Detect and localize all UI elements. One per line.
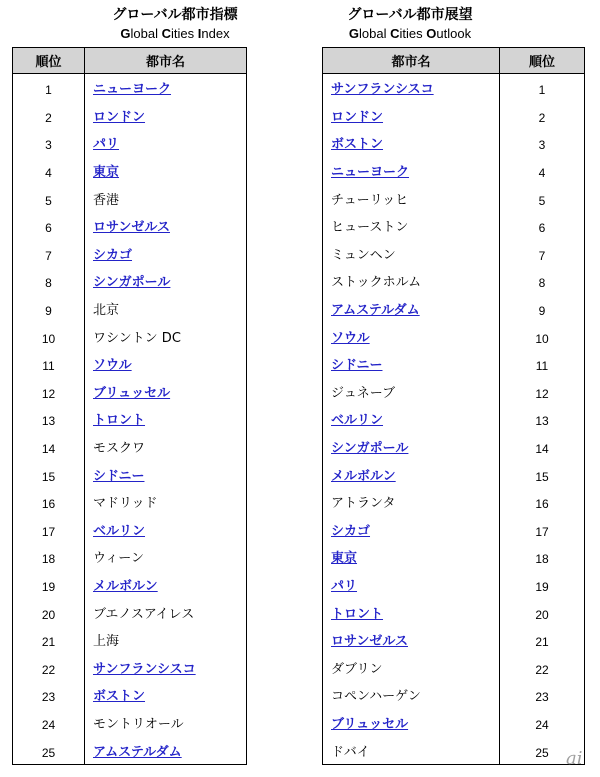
ai-logo-watermark: ai <box>566 748 583 769</box>
table-row <box>323 129 584 157</box>
table-row <box>13 626 246 654</box>
table-row <box>323 212 584 240</box>
city-cell <box>85 267 246 295</box>
city-cell <box>85 322 246 350</box>
city-name: トロント <box>331 606 384 622</box>
rank-cell: 1 <box>13 74 85 102</box>
city-name: 香港 <box>93 192 120 208</box>
city-cell <box>85 350 246 378</box>
city-name: ロンドン <box>331 109 384 125</box>
rank-header: 順位 <box>528 55 555 70</box>
rank-cell: 12 <box>535 386 549 401</box>
table-row <box>13 405 246 433</box>
rank-cell: 22 <box>535 662 549 677</box>
table-row <box>323 598 584 626</box>
rank-cell: 4 <box>538 166 546 181</box>
city-cell <box>323 350 500 378</box>
rank-cell: 9 <box>538 304 546 319</box>
left-table-title: グローバル都市指標 <box>112 7 238 23</box>
city-name: シカゴ <box>331 523 371 539</box>
city-name: アムステルダム <box>93 744 182 760</box>
city-name: ヒューストン <box>331 220 409 236</box>
table-body <box>323 74 584 764</box>
city-name: シンガポール <box>93 275 171 291</box>
city-cell <box>85 157 246 185</box>
subtitle-part: O <box>426 26 437 41</box>
city-name: ミュンヘン <box>331 247 396 263</box>
table-row <box>13 488 246 516</box>
table-row <box>323 74 584 102</box>
city-cell <box>323 267 500 295</box>
city-cell <box>323 571 500 599</box>
table-row <box>13 460 246 488</box>
rank-cell: 18 <box>535 552 549 567</box>
city-cell <box>323 102 500 130</box>
city-cell <box>323 709 500 737</box>
global-cities-outlook-heading <box>325 5 495 43</box>
rank-cell: 23 <box>13 681 85 709</box>
table-row <box>323 322 584 350</box>
table-row <box>13 295 246 323</box>
city-name: ボストン <box>331 137 384 153</box>
subtitle-part: ndex <box>201 26 230 41</box>
rank-cell: 17 <box>13 516 85 544</box>
city-name: ニューヨーク <box>93 82 172 98</box>
city-name: ブエノスアイレス <box>93 606 195 622</box>
city-name: アムステルダム <box>331 303 420 319</box>
table-row <box>13 709 246 737</box>
city-name: ニューヨーク <box>331 165 410 181</box>
table-row <box>323 240 584 268</box>
rank-cell: 20 <box>13 598 85 626</box>
subtitle-part: ities <box>399 26 427 41</box>
rank-cell: 3 <box>538 138 546 153</box>
rank-cell: 13 <box>535 414 549 429</box>
rank-cell: 16 <box>13 488 85 516</box>
city-cell <box>323 653 500 681</box>
city-name: アトランタ <box>331 496 396 512</box>
city-cell <box>85 460 246 488</box>
city-cell <box>85 736 246 764</box>
city-name: ロサンゼルス <box>93 220 170 236</box>
table-row <box>13 240 246 268</box>
rank-cell: 6 <box>538 221 546 236</box>
city-cell <box>85 626 246 654</box>
rank-cell: 24 <box>535 717 549 732</box>
city-name: 上海 <box>93 634 120 650</box>
subtitle-part: utlook <box>436 26 472 41</box>
table-row <box>323 350 584 378</box>
rank-cell: 15 <box>535 469 549 484</box>
city-name: シドニー <box>331 358 383 374</box>
table-row <box>13 681 246 709</box>
city-header: 都市名 <box>145 55 185 70</box>
rank-cell: 22 <box>13 653 85 681</box>
city-name: ソウル <box>331 330 370 346</box>
table-row <box>323 405 584 433</box>
city-cell <box>323 460 500 488</box>
city-name: ボストン <box>93 689 146 705</box>
city-cell <box>323 240 500 268</box>
table-body <box>13 74 246 764</box>
city-cell <box>323 212 500 240</box>
table-row <box>323 543 584 571</box>
table-row <box>323 516 584 544</box>
rank-cell: 8 <box>13 267 85 295</box>
city-cell <box>85 378 246 406</box>
subtitle-part: C <box>390 26 400 41</box>
rank-cell: 17 <box>535 524 549 539</box>
table-row <box>13 129 246 157</box>
rank-cell: 18 <box>13 543 85 571</box>
city-cell <box>323 405 500 433</box>
city-name: ベルリン <box>93 523 146 539</box>
city-name: ベルリン <box>331 413 384 429</box>
rank-cell: 16 <box>535 497 549 512</box>
rank-cell: 10 <box>535 331 549 346</box>
rank-cell: 19 <box>13 571 85 599</box>
table-row <box>13 378 246 406</box>
table-row <box>13 350 246 378</box>
table-row <box>323 267 584 295</box>
city-name: パリ <box>331 578 358 594</box>
global-cities-index-table <box>12 47 247 765</box>
table-row <box>13 516 246 544</box>
city-name: サンフランシスコ <box>331 82 434 98</box>
rank-cell: 3 <box>13 129 85 157</box>
subtitle-part: lobal <box>359 26 391 41</box>
table-row <box>13 74 246 102</box>
city-name: ロンドン <box>93 109 146 125</box>
rank-header: 順位 <box>13 48 85 73</box>
city-name: ワシントン DC <box>93 330 181 346</box>
rank-cell: 23 <box>535 690 549 705</box>
city-cell <box>323 322 500 350</box>
city-name: ブリュッセル <box>93 385 171 401</box>
table-row <box>13 736 246 764</box>
table-row <box>323 184 584 212</box>
city-name: ブリュッセル <box>331 716 409 732</box>
rank-cell: 19 <box>535 579 549 594</box>
city-header: 都市名 <box>323 48 500 73</box>
city-cell <box>85 295 246 323</box>
table-row <box>323 653 584 681</box>
rank-cell: 20 <box>535 607 549 622</box>
city-name: ソウル <box>93 358 132 374</box>
table-row <box>13 267 246 295</box>
rank-cell: 5 <box>13 184 85 212</box>
table-row <box>323 102 584 130</box>
rank-cell: 21 <box>535 635 549 650</box>
city-name: サンフランシスコ <box>93 661 196 677</box>
table-row <box>323 460 584 488</box>
city-cell <box>323 129 500 157</box>
city-name: ウィーン <box>93 551 144 567</box>
city-name: メルボルン <box>93 578 158 594</box>
rank-cell: 7 <box>13 240 85 268</box>
city-name: 東京 <box>93 165 120 181</box>
rank-cell: 4 <box>13 157 85 185</box>
city-cell <box>323 681 500 709</box>
city-name: ストックホルム <box>331 275 422 291</box>
table-row <box>323 488 584 516</box>
subtitle-part: lobal <box>130 26 162 41</box>
right-table-subtitle <box>325 25 495 43</box>
city-name: ロサンゼルス <box>331 634 408 650</box>
city-name: モントリオール <box>93 716 184 732</box>
city-cell <box>323 736 500 764</box>
rank-cell: 2 <box>13 102 85 130</box>
table-row <box>323 157 584 185</box>
city-name: 北京 <box>93 303 120 319</box>
rank-cell: 12 <box>13 378 85 406</box>
city-name: シカゴ <box>93 247 133 263</box>
city-cell <box>85 571 246 599</box>
table-row <box>13 598 246 626</box>
subtitle-part: ities <box>171 26 198 41</box>
subtitle-part: I <box>197 26 202 41</box>
table-row <box>323 433 584 461</box>
table-row <box>13 653 246 681</box>
rank-cell: 14 <box>535 442 549 457</box>
table-row <box>13 322 246 350</box>
rank-cell: 9 <box>13 295 85 323</box>
rank-cell: 7 <box>538 248 546 263</box>
city-cell <box>323 157 500 185</box>
city-cell <box>85 681 246 709</box>
rank-cell: 6 <box>13 212 85 240</box>
table-row <box>323 295 584 323</box>
table-row <box>13 571 246 599</box>
table-row <box>323 571 584 599</box>
table-row <box>13 543 246 571</box>
rank-cell: 25 <box>535 745 549 760</box>
rank-cell: 15 <box>13 460 85 488</box>
city-name: 東京 <box>331 551 358 567</box>
table-row <box>323 736 584 764</box>
city-cell <box>85 598 246 626</box>
city-cell <box>323 598 500 626</box>
city-cell <box>85 129 246 157</box>
city-name: ジュネーブ <box>331 385 396 401</box>
rank-cell: 1 <box>538 83 546 98</box>
table-row <box>13 433 246 461</box>
subtitle-part: C <box>161 26 172 41</box>
rank-cell: 5 <box>538 193 546 208</box>
subtitle-part: G <box>348 26 360 41</box>
city-cell <box>85 653 246 681</box>
global-cities-outlook-table <box>322 47 585 765</box>
rank-cell: 24 <box>13 709 85 737</box>
city-name: シドニー <box>93 468 145 484</box>
city-name: コペンハーゲン <box>331 689 421 705</box>
rank-cell: 10 <box>13 322 85 350</box>
table-row <box>13 102 246 130</box>
table-row <box>323 681 584 709</box>
table-row <box>323 378 584 406</box>
city-name: ドバイ <box>331 744 370 760</box>
city-cell <box>85 543 246 571</box>
rank-cell: 13 <box>13 405 85 433</box>
city-cell <box>85 240 246 268</box>
city-cell <box>85 212 246 240</box>
city-cell <box>323 516 500 544</box>
city-cell <box>85 184 246 212</box>
city-cell <box>323 433 500 461</box>
city-cell <box>85 102 246 130</box>
rank-cell: 11 <box>535 359 549 374</box>
table-row <box>13 212 246 240</box>
city-cell <box>85 405 246 433</box>
city-name: ダブリン <box>331 661 383 677</box>
city-name: チューリッヒ <box>331 192 409 208</box>
city-name: モスクワ <box>93 441 146 457</box>
global-cities-index-heading <box>90 5 260 43</box>
rank-cell: 8 <box>538 276 546 291</box>
city-name: トロント <box>93 413 146 429</box>
left-table-subtitle <box>90 25 260 43</box>
city-cell <box>85 709 246 737</box>
city-name: マドリッド <box>93 496 158 512</box>
city-name: メルボルン <box>331 468 396 484</box>
rank-cell: 14 <box>13 433 85 461</box>
rank-cell: 11 <box>13 350 85 378</box>
table-header <box>323 48 584 74</box>
subtitle-part: G <box>120 26 131 41</box>
table-row <box>13 157 246 185</box>
city-cell <box>85 74 246 102</box>
city-cell <box>85 516 246 544</box>
table-header <box>13 48 246 74</box>
city-cell <box>85 488 246 516</box>
city-cell <box>323 184 500 212</box>
rank-cell: 21 <box>13 626 85 654</box>
city-name: シンガポール <box>331 441 409 457</box>
city-cell <box>323 488 500 516</box>
table-row <box>323 626 584 654</box>
table-row <box>13 184 246 212</box>
city-cell <box>323 378 500 406</box>
table-row <box>323 709 584 737</box>
city-cell <box>323 295 500 323</box>
city-cell <box>323 74 500 102</box>
city-name: パリ <box>93 137 120 153</box>
rank-cell: 2 <box>538 110 546 125</box>
city-cell <box>85 433 246 461</box>
city-cell <box>323 543 500 571</box>
city-cell <box>323 626 500 654</box>
rank-cell: 25 <box>13 736 85 764</box>
right-table-title: グローバル都市展望 <box>347 7 473 23</box>
